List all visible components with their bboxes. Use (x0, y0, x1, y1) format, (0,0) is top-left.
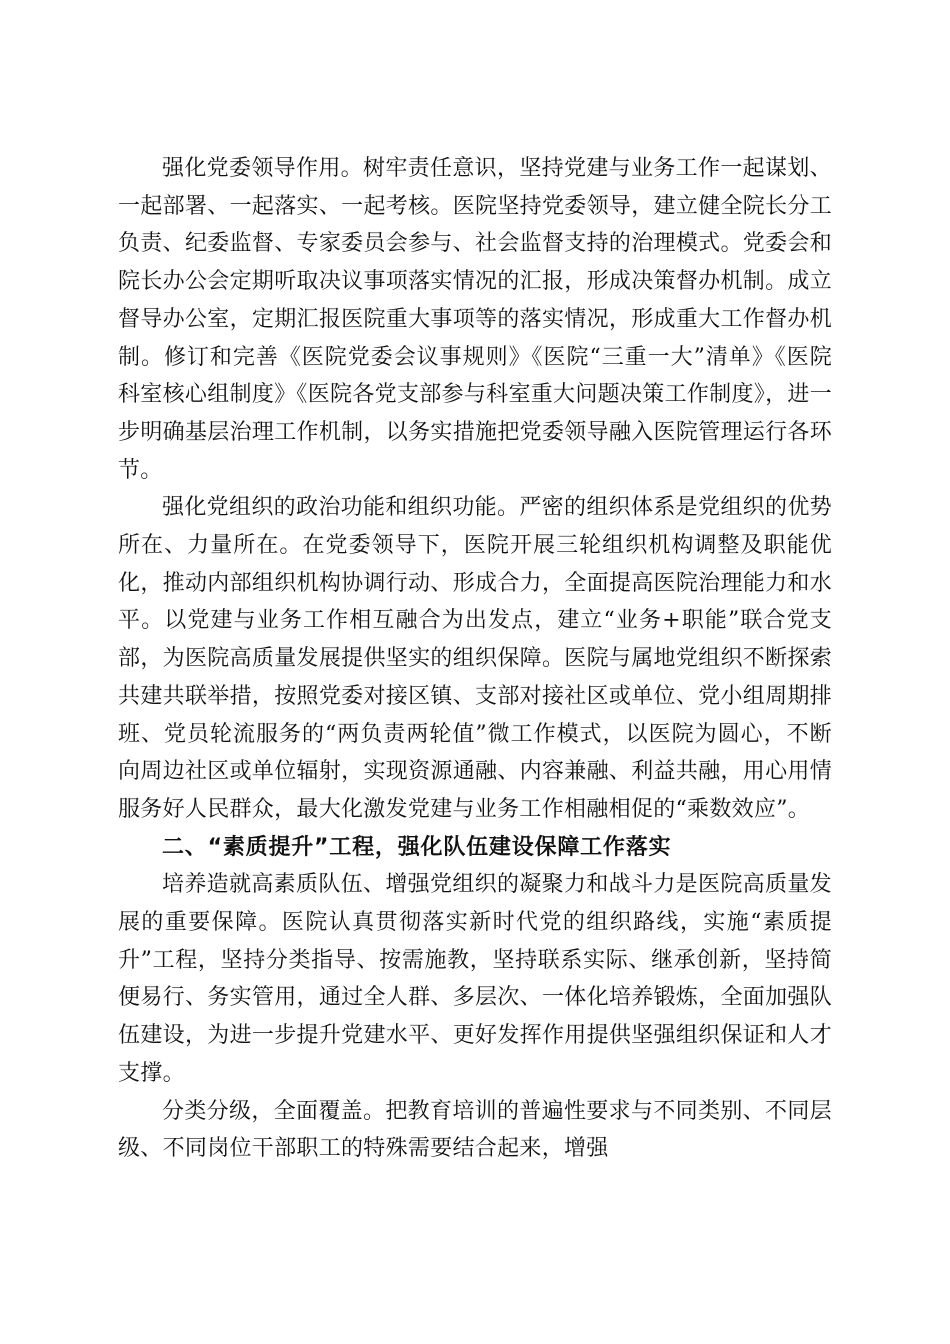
paragraph-party-organization-functions: 强化党组织的政治功能和组织功能。严密的组织体系是党组织的优势所在、力量所在。在党委领导下，医院开展三轮组织机构调整及职能优化，推动内部组织机构协调行动、形成合力，全面提高医院治理能力和水平。以党建与业务工作相互融合为出发点，建立“业务+职能”联合党支部，为医院高质量发展提供坚实的组织保障。医院与属地党组织不断探索共建共联举措，按照党委对接区镇、支部对接社区或单位、党小组周期排班、党员轮流服务的“两负责两轮值”微工作模式，以医院为圆心，不断向周边社区或单位辐射，实现资源通融、内容兼融、利益共融，用心用情服务好人民群众，最大化激发党建与业务工作相融相促的“乘数效应”。 (118, 495, 832, 822)
paragraph-classified-training: 分类分级，全面覆盖。把教育培训的普遍性要求与不同类别、不同层级、不同岗位干部职工的特殊需要结合起来，增强 (118, 1098, 832, 1162)
section-heading-quality-improvement: 二、“素质提升”工程，强化队伍建设保障工作落实 (162, 834, 672, 860)
paragraph-team-building: 培养造就高素质队伍、增强党组织的凝聚力和战斗力是医院高质量发展的重要保障。医院认真贯彻落实新时代党的组织路线，实施“素质提升”工程，坚持分类指导、按需施教，坚持联系实际、继承创新，坚持简便易行、务实管用，通过全人群、多层次、一体化培养锻炼，全面加强队伍建设，为进一步提升党建水平、更好发挥作用提供坚强组织保证和人才支撑。 (118, 872, 832, 1086)
paragraph-party-committee-leadership: 强化党委领导作用。树牢责任意识，坚持党建与业务工作一起谋划、一起部署、一起落实、一起考核。医院坚持党委领导，建立健全院长分工负责、纪委监督、专家委员会参与、社会监督支持的治理模式。党委会和院长办公会定期听取决议事项落实情况的汇报，形成决策督办机制。成立督导办公室，定期汇报医院重大事项等的落实情况，形成重大工作督办机制。修订和完善《医院党委会议事规则》《医院“三重一大”清单》《医院科室核心组制度》《医院各党支部参与科室重大问题决策工作制度》，进一步明确基层治理工作机制，以务实措施把党委领导融入医院管理运行各环节。 (118, 156, 832, 483)
document-body (118, 150, 832, 1168)
